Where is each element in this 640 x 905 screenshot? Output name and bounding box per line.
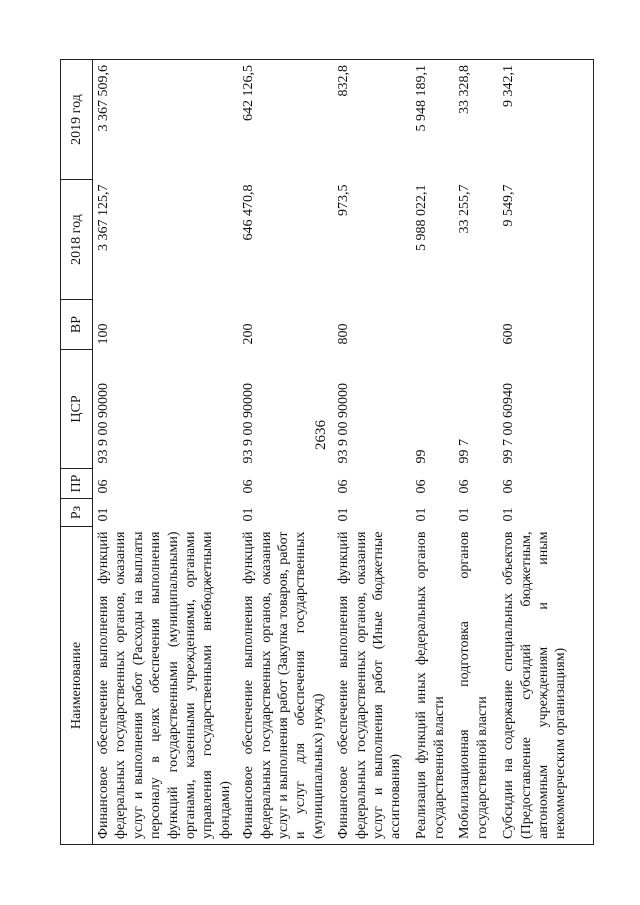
page-number: 2636 [313,420,329,450]
row-2019: 9 342,1 [498,60,593,180]
row-name: Мобилизационная подготовка органов государственной власти [454,527,498,845]
row-vr: 100 [96,323,111,345]
row-rz: 01 [336,507,352,522]
row-rz: 01 [241,507,257,522]
row-2018: 9 549,7 [498,180,593,300]
row-vr: 600 [498,300,593,350]
row-vr: 200 [241,323,257,345]
row-rz: 01 [457,507,473,522]
table-header-row [61,60,93,845]
row-2019: 832,8 [333,60,411,180]
row-csr: 99 [414,449,430,464]
table-row [333,60,411,845]
row-pr: 06 [414,479,430,494]
row-2019: 3 367 509,6 [93,60,239,180]
table-row [454,60,498,845]
row-csr: 99 7 [457,439,473,464]
row-vr [411,300,454,350]
row-csr: 93 9 00 90000 [96,383,111,464]
table-row [238,60,333,845]
row-2018: 973,5 [336,184,352,216]
row-pr: 06 [457,479,473,494]
row-2018: 5 988 022,1 [414,184,430,251]
row-2019: 5 948 189,1 [411,60,454,180]
header-name: Наименование [61,527,93,845]
table-row [411,60,454,845]
row-2018: 33 255,7 [457,184,473,234]
header-2018: 2018 год [61,180,93,300]
row-csr: 93 9 00 90000 [241,383,257,464]
row-name: Субсидии на содержание специальных объектов (Предоставление субсидий бюджетным, автономным учреждениям и иным некоммерческим организациям) [498,527,593,845]
row-pr: 06 [336,479,352,494]
header-vr: ВР [61,300,93,350]
row-pr: 06 [498,469,593,499]
row-name: Финансовое обеспечение выполнения функций федеральных государственных органов, оказания услуг и выполнения работ (Закупка товаров, работ и услуг для обеспечения государственных (муниципальных) нужд) [238,527,333,845]
header-csr: ЦСР [61,350,93,469]
row-vr: 800 [336,323,352,345]
header-rz: Рз [61,499,93,527]
row-pr: 06 [241,479,257,494]
budget-table [60,59,594,845]
row-2018: 3 367 125,7 [96,184,111,251]
row-rz: 01 [96,507,111,522]
row-name: Реализация функций иных федеральных органов государственной власти [411,527,454,845]
row-rz: 01 [414,507,430,522]
budget-table-page [60,60,590,845]
row-2019: 642 126,5 [238,60,333,180]
row-name: Финансовое обеспечение выполнения функций федеральных государственных органов, оказания услуг и выполнения работ (Иные бюджетные ассигнования) [333,527,411,845]
row-name: Финансовое обеспечение выполнения функций федеральных государственных органов, оказания услуг и выполнения работ (Расходы на выплаты персоналу в целях обеспечения выполнения функций государственными (муниципальными) органами, казенными учреждениями, органами управления государственными внебюджетными фондами) [93,527,239,845]
row-2019: 33 328,8 [454,60,498,180]
row-2018: 646 470,8 [241,184,257,241]
header-pr: ПР [61,469,93,499]
row-pr: 06 [96,479,111,494]
table-row [93,60,239,845]
row-csr: 99 7 00 60940 [498,350,593,469]
row-vr [454,300,498,350]
header-2019: 2019 год [61,60,93,180]
row-csr: 93 9 00 90000 [336,383,352,464]
table-row [498,60,593,845]
row-rz: 01 [498,499,593,527]
